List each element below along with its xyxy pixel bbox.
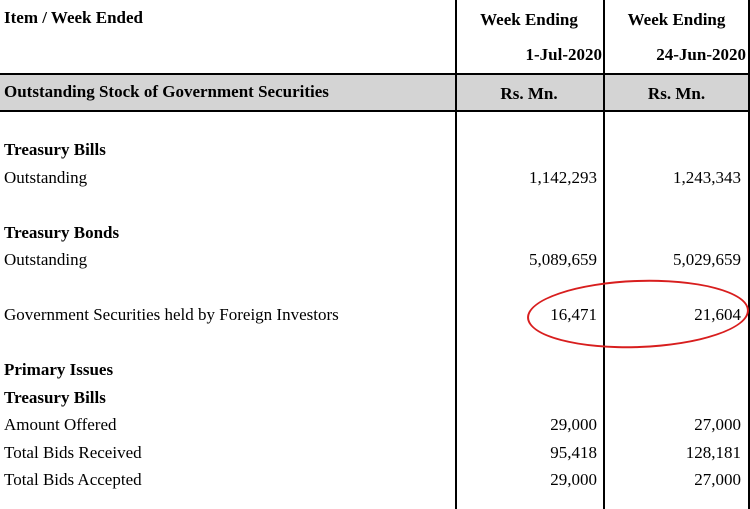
row-value-total-bids-received-2: 128,181	[685, 443, 741, 462]
highlight-circle	[526, 276, 750, 352]
row-label-primary-issues: Primary Issues	[4, 360, 114, 379]
row-value-outstanding-bills-1: 1,142,293	[529, 168, 597, 187]
row-label-treasury-bills: Treasury Bills	[4, 140, 106, 159]
section-title: Outstanding Stock of Government Securities	[4, 82, 329, 101]
row-value-foreign-investors-1: 16,471	[550, 305, 597, 324]
row-value-outstanding-bills-2: 1,243,343	[673, 168, 741, 187]
row-label-primary-treasury-bills: Treasury Bills	[4, 388, 106, 407]
column-divider-1	[455, 0, 457, 509]
row-label-total-bids-received: Total Bids Received	[4, 443, 142, 462]
header-divider	[0, 73, 750, 75]
row-value-total-bids-accepted-1: 29,000	[550, 470, 597, 489]
row-value-amount-offered-1: 29,000	[550, 415, 597, 434]
row-value-total-bids-received-1: 95,418	[550, 443, 597, 462]
header-week-ending-2: Week Ending	[627, 10, 726, 29]
row-value-foreign-investors-2: 21,604	[694, 305, 741, 324]
row-label-total-bids-accepted: Total Bids Accepted	[4, 470, 142, 489]
row-label-amount-offered: Amount Offered	[4, 415, 117, 434]
row-label-foreign-investors: Government Securities held by Foreign Investors	[4, 305, 339, 324]
row-label-treasury-bonds: Treasury Bonds	[4, 223, 120, 242]
section-unit-2: Rs. Mn.	[647, 84, 706, 103]
row-label-outstanding-bonds: Outstanding	[4, 250, 88, 269]
section-unit-1: Rs. Mn.	[500, 84, 558, 103]
header-item-label: Item / Week Ended	[4, 8, 144, 27]
header-week-ending-1: Week Ending	[480, 10, 578, 29]
row-value-outstanding-bonds-1: 5,089,659	[529, 250, 597, 269]
row-value-amount-offered-2: 27,000	[694, 415, 741, 434]
row-value-outstanding-bonds-2: 5,029,659	[673, 250, 741, 269]
column-divider-2	[603, 0, 605, 509]
row-value-total-bids-accepted-2: 27,000	[694, 470, 741, 489]
section-divider	[0, 110, 750, 112]
row-label-outstanding-bills: Outstanding	[4, 168, 88, 187]
header-date-2: 24-Jun-2020	[656, 45, 746, 64]
header-date-1: 1-Jul-2020	[525, 45, 602, 64]
